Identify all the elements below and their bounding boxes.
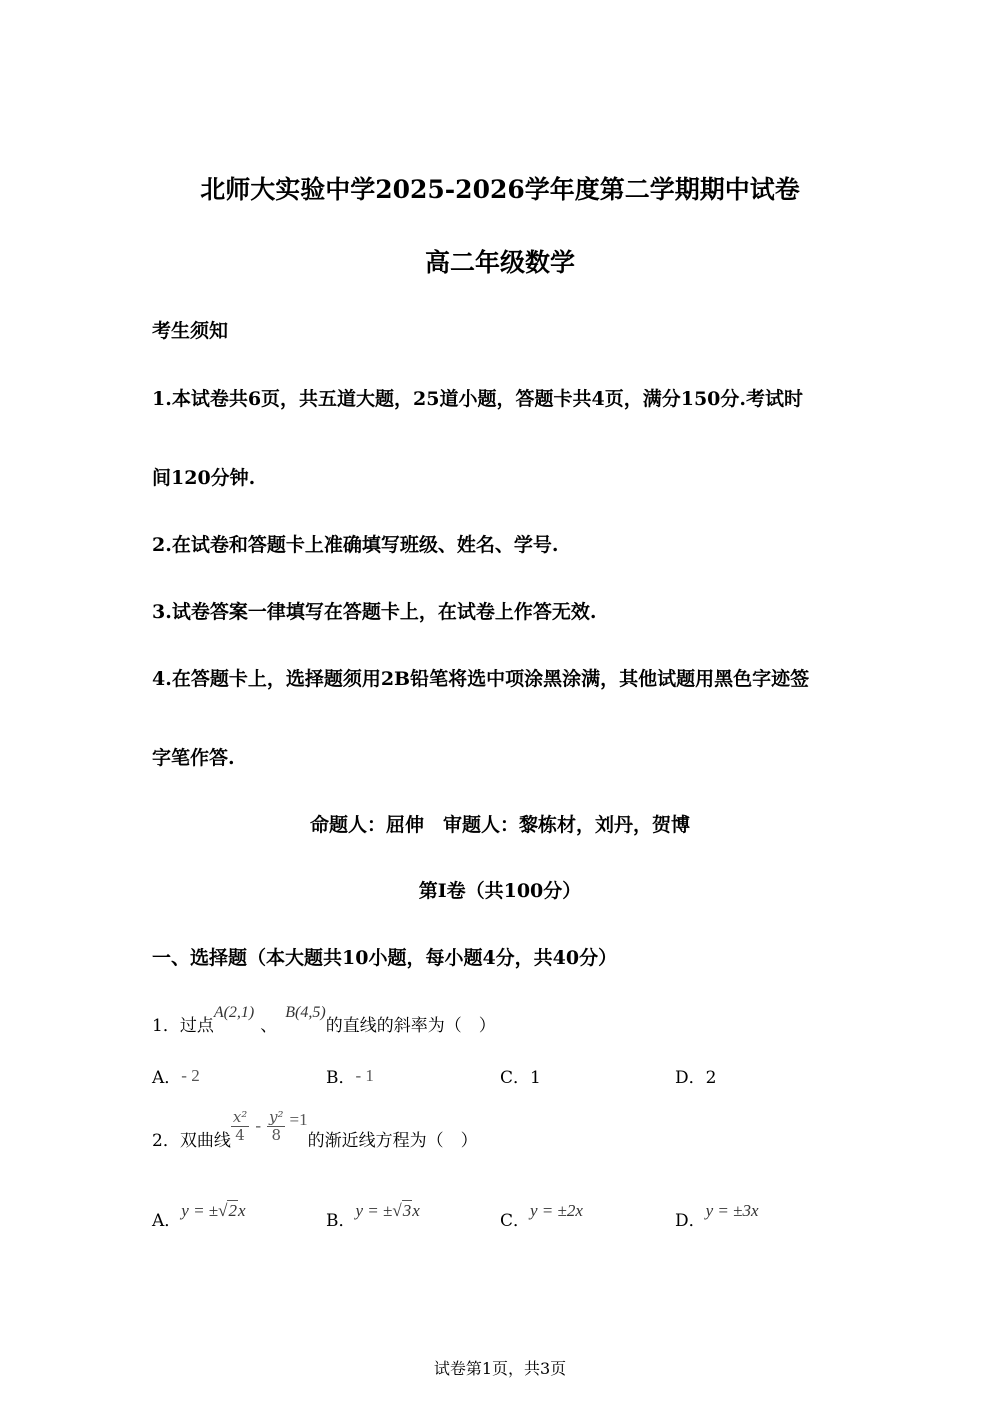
notice-item-4-line2: 字笔作答. (152, 747, 235, 769)
q2-equals: =1 (289, 1110, 308, 1129)
volume-heading: 第I卷（共100分） (418, 880, 582, 902)
section-heading: 一、选择题（本大题共10小题，每小题4分，共40分） (152, 947, 618, 969)
q1-prefix: 1．过点 (152, 1016, 214, 1036)
q2-option-b-label: B． (326, 1211, 356, 1231)
q2-fraction-y (267, 1109, 286, 1143)
q1-stem (152, 1004, 496, 1036)
q2-option-c-value: y = ±2x (530, 1201, 583, 1220)
q1-suffix: 的直线的斜率为（ ） (325, 1016, 496, 1036)
q2-option-c-label: C． (500, 1211, 531, 1231)
q1-sep: 、 (260, 1016, 278, 1036)
q2-fraction-x (231, 1109, 249, 1143)
q1-option-c (500, 1063, 541, 1088)
q2-minus: - (255, 1116, 261, 1135)
q1-option-c-label: C． (500, 1068, 531, 1088)
q1-option-b-value: - 1 (355, 1066, 374, 1085)
q2-option-b-post: x (412, 1201, 420, 1220)
q1-point-a: A(2,1) (213, 1004, 255, 1021)
q2-prefix: 2．双曲线 (152, 1130, 231, 1151)
notice-item-2: 2.在试卷和答题卡上准确填写班级、姓名、学号. (152, 534, 559, 556)
notice-item-3: 3.试卷答案一律填写在答题卡上，在试卷上作答无效. (152, 601, 597, 623)
q1-option-a (152, 1063, 200, 1088)
q2-suffix: 的渐近线方程为（ ） (307, 1130, 478, 1151)
q2-frac1-den: 4 (235, 1125, 245, 1144)
q2-option-a-post: x (237, 1201, 246, 1220)
q2-frac2-den: 8 (271, 1125, 281, 1144)
q1-option-d (675, 1063, 716, 1088)
q2-frac2-num: y² (268, 1108, 284, 1126)
q2-option-d-label: D． (675, 1211, 706, 1231)
q1-option-c-value: 1 (530, 1068, 541, 1088)
q2-option-c (500, 1201, 583, 1231)
q1-point-b: B(4,5) (285, 1004, 326, 1021)
notice-heading: 考生须知 (152, 320, 229, 342)
q2-option-a-root: 2 (228, 1201, 237, 1220)
q2-option-a: A．y = ±√2x (152, 1201, 246, 1231)
q2-stem (152, 1102, 478, 1150)
q2-option-b: B．y = ±√3x (326, 1201, 420, 1231)
notice-item-1-line2: 间120分钟. (152, 467, 256, 489)
q2-option-b-pre: y = ± (355, 1201, 393, 1220)
q2-frac1-num: x² (232, 1108, 248, 1126)
q1-option-d-value: 2 (705, 1068, 717, 1088)
q1-option-a-value: - 2 (181, 1066, 200, 1085)
q1-option-b-label: B． (326, 1068, 356, 1088)
authors-line: 命题人：屈伸 审题人：黎栋材，刘丹，贺博 (309, 814, 690, 836)
q1-option-d-label: D． (675, 1068, 706, 1088)
q2-option-a-pre: y = ± (181, 1201, 219, 1220)
q2-option-d-value: y = ±3x (705, 1201, 759, 1220)
q2-option-b-root: 3 (402, 1201, 412, 1220)
notice-item-4-line1: 4.在答题卡上，选择题须用2B铅笔将选中项涂黑涂满，其他试题用黑色字迹签 (152, 668, 810, 690)
exam-title: 北师大实验中学2025-2026学年度第二学期期中试卷 (200, 175, 800, 204)
q2-option-a-label: A． (152, 1211, 182, 1231)
q2-option-d (675, 1201, 759, 1231)
q1-option-b (326, 1063, 374, 1088)
q1-option-a-label: A． (152, 1068, 182, 1088)
exam-subtitle: 高二年级数学 (424, 248, 575, 277)
notice-item-1-line1: 1.本试卷共6页，共五道大题，25道小题，答题卡共4页，满分150分.考试时 (152, 388, 803, 410)
page-footer: 试卷第1页，共3页 (433, 1359, 567, 1378)
